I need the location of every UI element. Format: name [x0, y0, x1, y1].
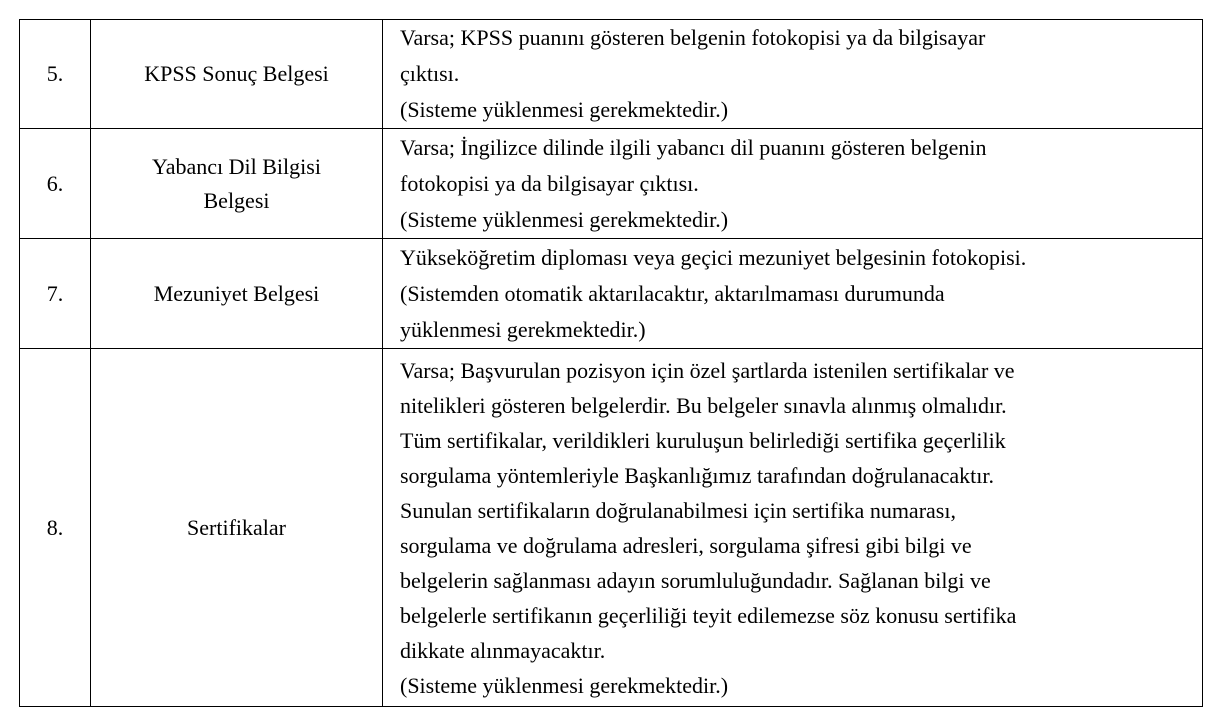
description-line: (Sisteme yüklenmesi gerekmektedir.): [400, 672, 729, 698]
document-name-line: Belgesi: [203, 187, 270, 213]
document-description: [383, 349, 1203, 707]
description-line: sorgulama ve doğrulama adresleri, sorgulama şifresi gibi bilgi ve: [400, 532, 972, 558]
document-name: Mezuniyet Belgesi: [91, 239, 383, 349]
description-line: nitelikleri gösteren belgelerdir. Bu belgeler sınavla alınmış olmalıdır.: [400, 392, 1007, 418]
description-line: yüklenmesi gerekmektedir.): [400, 316, 646, 342]
table-row: [20, 20, 1203, 129]
description-line: çıktısı.: [400, 61, 460, 86]
table-row: [20, 349, 1203, 707]
description-line: (Sisteme yüklenmesi gerekmektedir.): [400, 206, 729, 232]
description-line: (Sistemden otomatik aktarılacaktır, aktarılmaması durumunda: [400, 280, 945, 306]
row-number: 7.: [20, 239, 91, 349]
description-line: sorgulama yöntemleriyle Başkanlığımız tarafından doğrulanacaktır.: [400, 462, 995, 488]
description-line: Tüm sertifikalar, verildikleri kuruluşun belirlediği sertifika geçerlilik: [400, 427, 1006, 453]
table-row: [20, 239, 1203, 349]
description-line: Varsa; İngilizce dilinde ilgili yabancı dil puanını gösteren belgenin: [400, 134, 987, 160]
description-line: Yükseköğretim diploması veya geçici mezuniyet belgesinin fotokopisi.: [400, 244, 1027, 270]
description-line: fotokopisi ya da bilgisayar çıktısı.: [400, 170, 699, 196]
document-name-line: Yabancı Dil Bilgisi: [152, 153, 321, 179]
description-line: belgelerle sertifikanın geçerliliği teyit edilemezse söz konusu sertifika: [400, 602, 1017, 628]
description-line: Varsa; Başvurulan pozisyon için özel şartlarda istenilen sertifikalar ve: [400, 357, 1015, 383]
description-line: Sunulan sertifikaların doğrulanabilmesi için sertifika numarası,: [400, 497, 956, 523]
description-line: Varsa; KPSS puanını gösteren belgenin fotokopisi ya da bilgisayar: [400, 25, 986, 50]
description-line: belgelerin sağlanması adayın sorumluluğundadır. Sağlanan bilgi ve: [400, 567, 991, 593]
row-number: 8.: [20, 349, 91, 707]
row-number: 5.: [20, 20, 91, 129]
document-name: KPSS Sonuç Belgesi: [91, 20, 383, 129]
documents-table: [19, 19, 1203, 707]
document-name: [91, 129, 383, 239]
description-line: (Sisteme yüklenmesi gerekmektedir.): [400, 97, 729, 122]
table-row: [20, 129, 1203, 239]
document-name: Sertifikalar: [91, 349, 383, 707]
document-description: [383, 20, 1203, 129]
document-description: [383, 129, 1203, 239]
document-description: [383, 239, 1203, 349]
row-number: 6.: [20, 129, 91, 239]
description-line: dikkate alınmayacaktır.: [400, 637, 606, 663]
